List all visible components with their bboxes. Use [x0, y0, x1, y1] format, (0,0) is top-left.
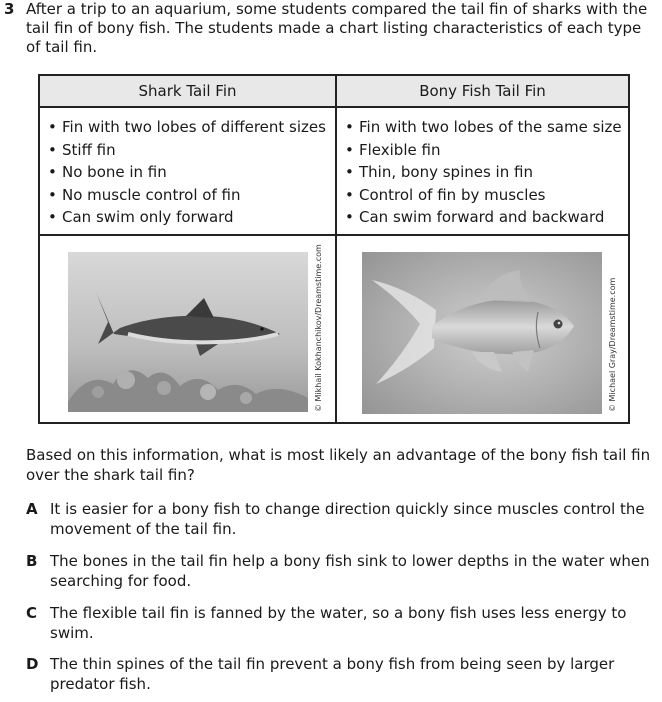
choice-text: It is easier for a bony fish to change direction quickly since muscles control the movement of the tail fin. [50, 500, 645, 538]
list-item: • No muscle control of fin [48, 184, 326, 207]
list-item: • Fin with two lobes of the same size [345, 116, 622, 139]
header-divider [40, 106, 628, 108]
shark-photo [68, 252, 308, 412]
bony-fish-traits-list [345, 116, 622, 229]
header-bony-fish-tail-fin: Bony Fish Tail Fin [337, 76, 628, 106]
list-item: • Can swim only forward [48, 206, 326, 229]
list-item: • Stiff fin [48, 139, 326, 162]
answer-choice-b[interactable] [26, 552, 656, 591]
comparison-table [38, 74, 630, 424]
choice-text: The flexible tail fin is fanned by the water, so a bony fish uses less energy to swim. [50, 604, 627, 642]
traits-divider [40, 234, 628, 236]
choice-letter: A [26, 500, 38, 518]
choice-text: The bones in the tail fin help a bony fish sink to lower depths in the water when searching for food. [50, 552, 650, 590]
choice-letter: C [26, 604, 38, 622]
list-item: • Fin with two lobes of different sizes [48, 116, 326, 139]
question-text: After a trip to an aquarium, some students compared the tail fin of sharks with the tail fin of bony fish. The students made a chart listing characteristics of each type of tail fin. [26, 0, 648, 56]
bony-fish-photo-credit: © Michael Gray/Dreamstime.com [608, 277, 617, 412]
bony-fish-photo [362, 252, 602, 414]
answer-choice-c[interactable] [26, 604, 656, 643]
choice-text: The thin spines of the tail fin prevent a bony fish from being seen by larger predator fish. [50, 655, 615, 693]
column-divider [335, 76, 337, 422]
list-item: • Control of fin by muscles [345, 184, 622, 207]
list-item: • Flexible fin [345, 139, 622, 162]
list-item: • Thin, bony spines in fin [345, 161, 622, 184]
list-item: • No bone in fin [48, 161, 326, 184]
shark-photo-credit: © Mikhail Kokhanchikov/Dreamstime.com [314, 244, 323, 412]
shark-traits-list [48, 116, 326, 229]
question-number: 3 [4, 0, 15, 18]
answer-choice-d[interactable] [26, 655, 656, 694]
choice-letter: D [26, 655, 39, 673]
list-item: • Can swim forward and backward [345, 206, 622, 229]
question-prompt: Based on this information, what is most likely an advantage of the bony fish tail fin over the shark tail fin? [26, 446, 651, 484]
header-shark-tail-fin: Shark Tail Fin [40, 76, 335, 106]
choice-letter: B [26, 552, 38, 570]
answer-choice-a[interactable] [26, 500, 656, 539]
